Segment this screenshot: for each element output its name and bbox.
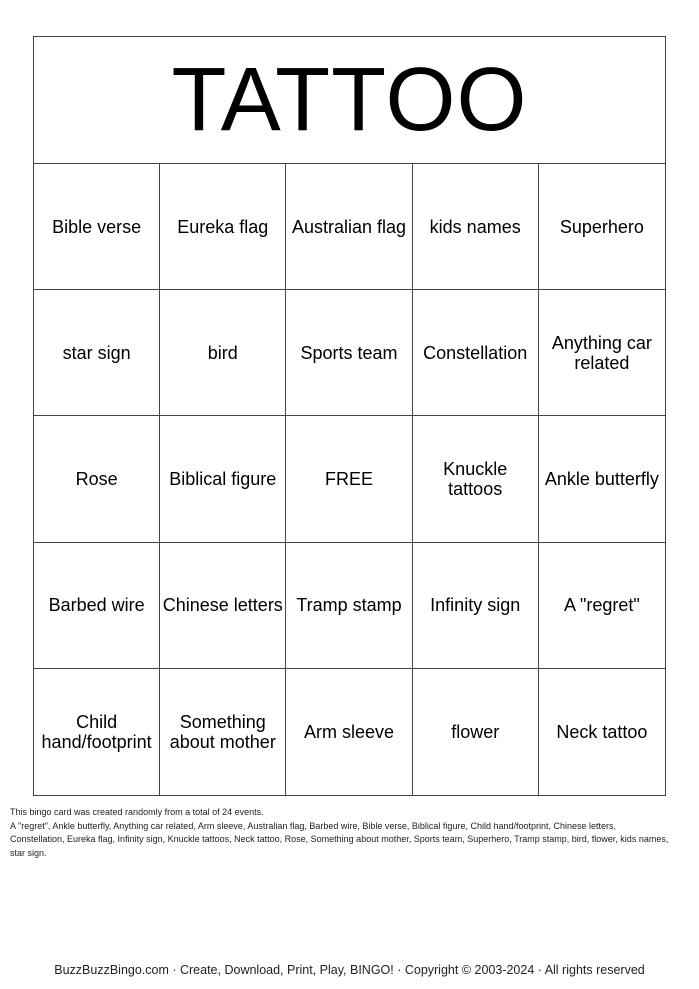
bingo-cell: Sports team: [286, 290, 412, 416]
bingo-cell: Rose: [34, 416, 160, 542]
bingo-cell: Neck tattoo: [556, 721, 648, 742]
bingo-cell: Arm sleeve: [286, 669, 412, 795]
bingo-cell: Chinese letters: [160, 543, 286, 669]
bingo-cell: Ankle butterfly: [539, 416, 665, 542]
bingo-cell: Knuckle tattoos: [413, 416, 539, 542]
bingo-cell: Barbed wire: [34, 543, 160, 669]
bingo-cell: Tramp stamp: [286, 543, 412, 669]
bingo-cell: kids names: [413, 164, 539, 290]
bingo-cell: Something about mother: [160, 669, 286, 795]
note-event-list: A "regret", Ankle butterfly, Anything car related, Arm sleeve, Australian flag, Barbed wire, Bible verse, Biblical figure, Child hand/footprint, Chinese letters, Constellation, Eureka flag, Infinity sign, Knuckle tattoos, Neck tattoo, Rose, Something about mother, Sports team, Superhero, Tramp stamp, bird, flower, kids names, star sign.: [10, 820, 669, 858]
card-note: [10, 806, 670, 860]
bingo-cell: A "regret": [539, 543, 665, 669]
bingo-cell: bird: [160, 290, 286, 416]
bingo-cell: Infinity sign: [413, 543, 539, 669]
free-space-cell: FREE: [286, 416, 412, 542]
footer-text: BuzzBuzzBingo.com · Create, Download, Print, Play, BINGO! · Copyright © 2003-2024 · All rights reserved: [54, 963, 645, 977]
bingo-cell: Bible verse: [34, 164, 160, 290]
card-title: TATTOO: [34, 37, 665, 164]
bingo-card: [33, 36, 666, 796]
bingo-cell: Australian flag: [286, 164, 412, 290]
bingo-cell: flower: [413, 669, 539, 795]
bingo-cell: Anything car related: [539, 290, 665, 416]
bingo-cell: Superhero: [539, 164, 665, 290]
bingo-cell: Biblical figure: [160, 416, 286, 542]
bingo-cell: star sign: [34, 290, 160, 416]
bingo-cell: Eureka flag: [160, 164, 286, 290]
bingo-cell: Constellation: [413, 290, 539, 416]
bingo-cell: Child hand/footprint: [34, 669, 160, 795]
note-summary: This bingo card was created randomly from a total of 24 events.: [10, 807, 264, 817]
bingo-grid: [34, 164, 665, 795]
